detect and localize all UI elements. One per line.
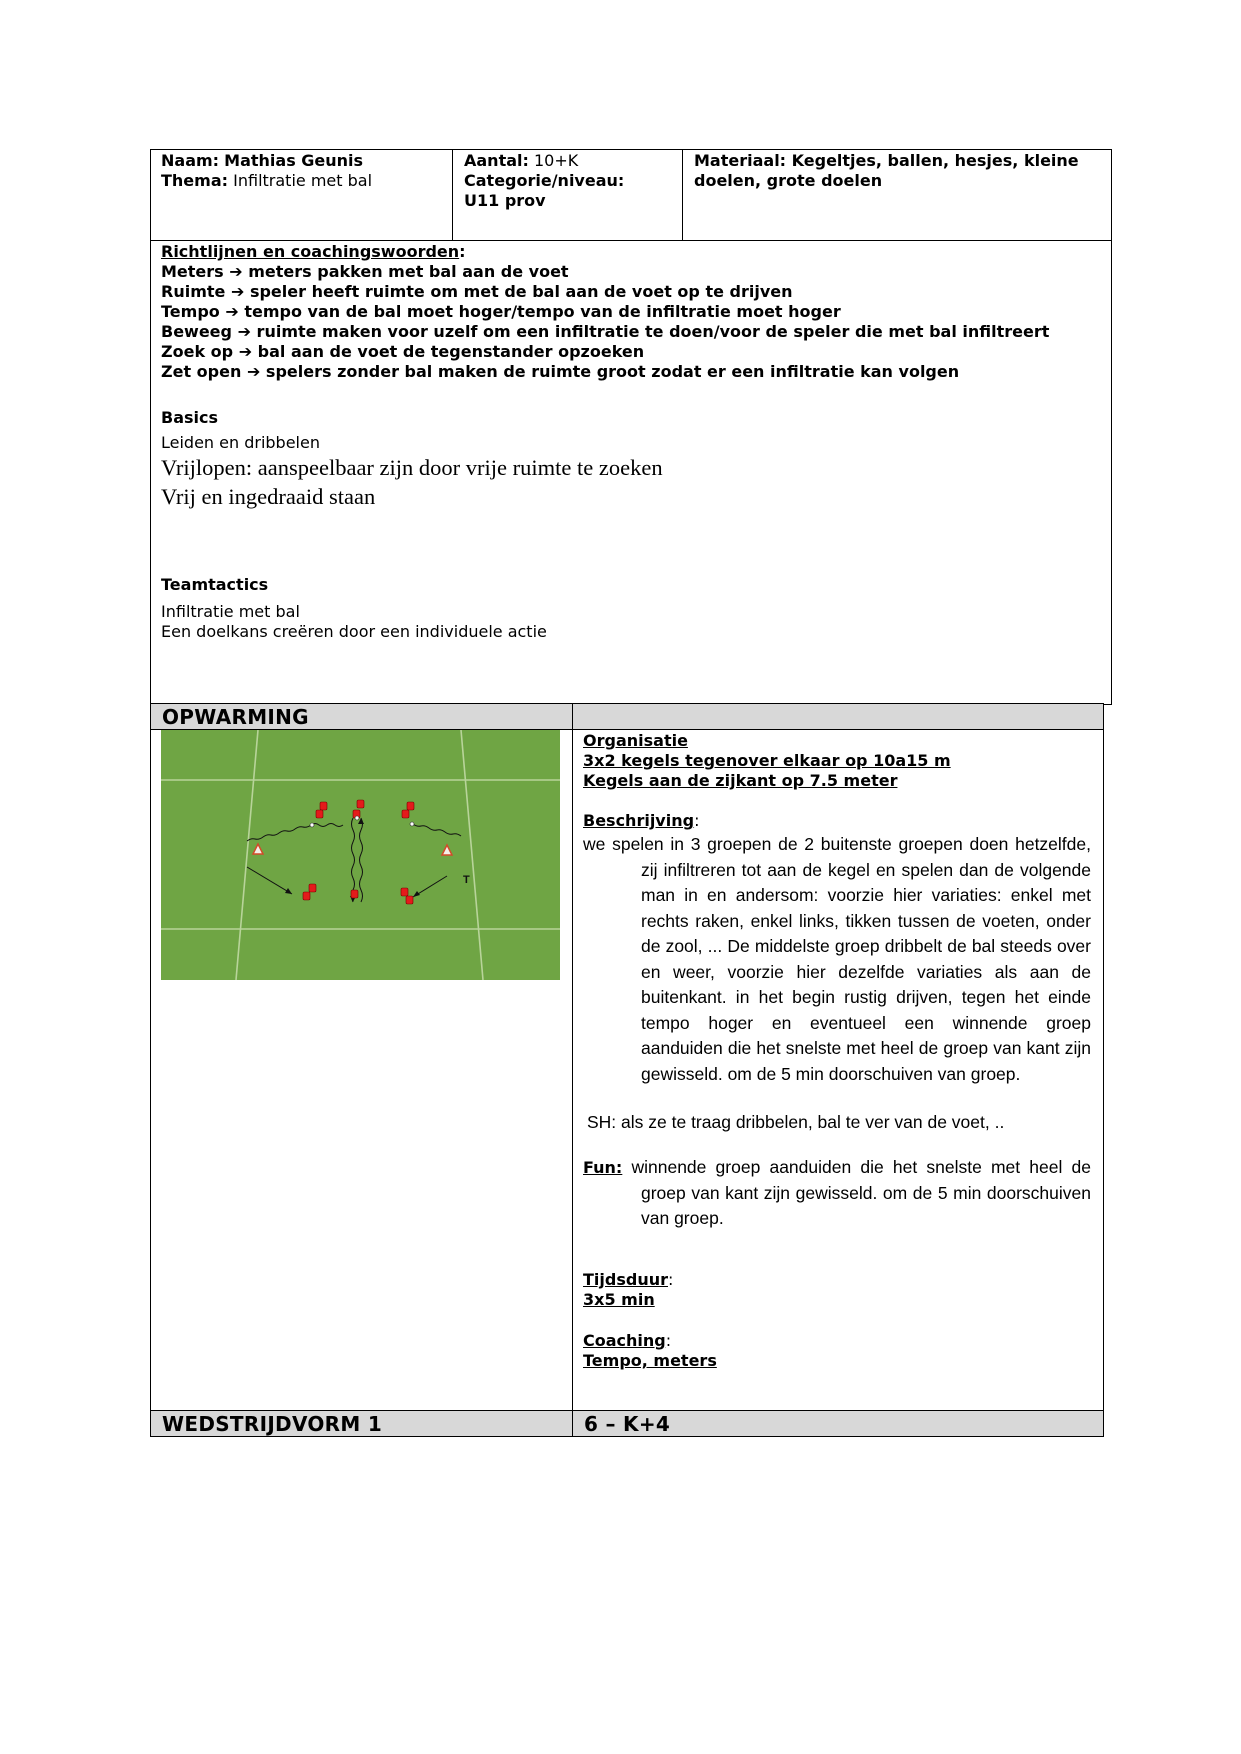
- materiaal-line-1: Materiaal: Kegeltjes, ballen, hesjes, kleine: [694, 151, 1079, 170]
- tijdsduur-title: Tijdsduur: [583, 1270, 668, 1289]
- player-icon: [316, 810, 323, 818]
- naam-line: [161, 151, 372, 191]
- fun-text: winnende groep aanduiden die het snelste met heel de groep van kant zijn gewisseld. om de 5 min doorschuiven van groep.: [631, 1157, 1091, 1228]
- opwarming-header: [150, 703, 573, 730]
- arrow-icon: ➔: [237, 322, 251, 341]
- player-icon: [401, 888, 408, 896]
- wedstrijdvorm-title: WEDSTRIJDVORM 1: [162, 1412, 383, 1436]
- aantal-label: Aantal:: [464, 151, 529, 170]
- player-icon: [351, 890, 358, 898]
- guidelines-colon: :: [459, 242, 466, 261]
- sh-text: SH: als ze te traag dribbelen, bal te ver van de voet, ..: [587, 1112, 1005, 1132]
- teamtactics-line-2: Een doelkans creëren door een individuele actie: [161, 622, 547, 641]
- arrow-icon: ➔: [230, 282, 245, 301]
- arrow-icon: ➔: [238, 342, 253, 361]
- guidelines-section: [161, 242, 1049, 382]
- categorie-label: Categorie/niveau:: [464, 171, 625, 190]
- opwarming-title: OPWARMING: [162, 705, 309, 729]
- guidelines-title: Richtlijnen en coachingswoorden: [161, 242, 460, 261]
- coaching-block: Coaching: Tempo, meters: [583, 1331, 717, 1370]
- guideline-item: Zoek op ➔ bal aan de voet de tegenstander opzoeken: [161, 342, 645, 361]
- organisatie-line-2: Kegels aan de zijkant op 7.5 meter: [583, 771, 898, 790]
- organisatie-line-1: 3x2 kegels tegenover elkaar op 10a15 m: [583, 751, 951, 770]
- categorie-value: U11 prov: [464, 191, 546, 210]
- organisatie-title: Organisatie: [583, 731, 688, 750]
- player-icon: [303, 892, 310, 900]
- player-icon: [357, 800, 364, 808]
- guideline-item: Zet open ➔ spelers zonder bal maken de ruimte groot zodat er een infiltratie kan volgen: [161, 362, 960, 381]
- thema-label: Thema:: [161, 171, 229, 190]
- fun-title: Fun:: [583, 1158, 623, 1177]
- naam-value: Mathias Geunis: [224, 151, 364, 170]
- naam-label: Naam:: [161, 151, 220, 170]
- materiaal-block: [694, 151, 1079, 191]
- teamtactics-line-1: Infiltratie met bal: [161, 602, 300, 621]
- player-icon: [406, 896, 413, 904]
- fun-block: [583, 1155, 1091, 1232]
- wedstrijdvorm-value: 6 – K+4: [584, 1412, 671, 1436]
- basics-line-2: Vrijlopen: aanspeelbaar zijn door vrije ruimte te zoeken: [161, 455, 663, 480]
- guideline-item: Beweeg ➔ ruimte maken voor uzelf om een infiltratie te doen/voor de speler die met bal infiltreert: [161, 322, 1050, 341]
- aantal-block: [464, 151, 624, 211]
- ball-icon: [355, 816, 359, 820]
- player-icon: [402, 810, 409, 818]
- coaching-value: Tempo, meters: [583, 1351, 717, 1370]
- basics-line-1: Leiden en dribbelen: [161, 433, 320, 452]
- tijdsduur-block: Tijdsduur: 3x5 min: [583, 1270, 674, 1309]
- trainer-label: T: [463, 874, 470, 886]
- thema-value: Infiltratie met bal: [233, 171, 373, 190]
- coaching-title: Coaching: [583, 1331, 666, 1350]
- player-icon: [320, 802, 327, 810]
- drill-diagram: [161, 730, 560, 980]
- beschrijving-title: Beschrijving: [583, 811, 695, 830]
- tijdsduur-value: 3x5 min: [583, 1290, 655, 1309]
- opwarming-header-right: [572, 703, 1104, 730]
- teamtactics-title: Teamtactics: [161, 575, 269, 594]
- wedstrijdvorm-header: [150, 1410, 573, 1437]
- beschrijving-heading: Beschrijving:: [583, 811, 700, 830]
- arrow-icon: ➔: [225, 302, 239, 321]
- ball-icon: [310, 823, 314, 827]
- materiaal-line-2: doelen, grote doelen: [694, 171, 883, 190]
- wedstrijdvorm-header-right: [572, 1410, 1104, 1437]
- arrow-icon: ➔: [246, 362, 261, 381]
- aantal-value: 10+K: [534, 151, 579, 170]
- guideline-item: Meters ➔ meters pakken met bal aan de voet: [161, 262, 569, 281]
- arrow-icon: ➔: [229, 262, 243, 281]
- basics-title: Basics: [161, 408, 219, 427]
- organisatie-block: [583, 731, 951, 791]
- beschrijving-text: we spelen in 3 groepen de 2 buitenste groepen doen hetzelfde, zij infiltreren tot aan de kegel en spelen dan de volgende man in en andersom: voorzie hier variaties: enkel met rechts raken, enkel links, tikken tussen de voeten, onder de zool, ... De middelste groep dribbelt de bal steeds over en weer, voorzie hier dezelfde variaties als aan de buitenkant. in het begin rustig drijven, tegen het einde tempo hoger en eventueel een winnende groep aanduiden die het snelste met heel de groep van kant zijn gewisseld. om de 5 min doorschuiven van groep.: [583, 834, 1091, 1084]
- ball-icon: [410, 822, 414, 826]
- player-icon: [309, 884, 316, 892]
- guideline-item: Ruimte ➔ speler heeft ruimte om met de bal aan de voet op te drijven: [161, 282, 793, 301]
- player-icon: [407, 802, 414, 810]
- basics-line-3: Vrij en ingedraaid staan: [161, 484, 376, 509]
- guideline-item: Tempo ➔ tempo van de bal moet hoger/tempo van de infiltratie moet hoger: [161, 302, 841, 321]
